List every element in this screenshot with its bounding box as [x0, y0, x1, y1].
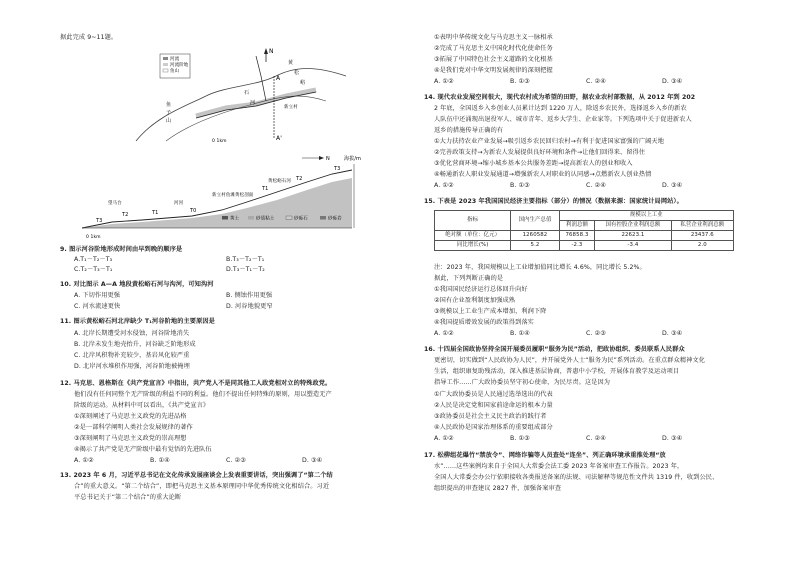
q12-answer-c[interactable]: C. ②③ — [226, 457, 246, 464]
svg-text:黄松峪石河: 黄松峪石河 — [268, 179, 291, 184]
question-15: 15. 下表是 2023 年我国国民经济主要指标（部分）的情况（数据来源：国家统计局网站）。 — [424, 198, 683, 205]
svg-text:松: 松 — [294, 70, 300, 76]
q11-option-a[interactable]: A. 北岸长期遭受河水侵蚀，河谷阶地消失 — [74, 330, 190, 337]
question-14-text: 返乡的措施传导正确的有 — [434, 127, 504, 134]
q16-answer-a[interactable]: A. ①② — [434, 435, 454, 442]
svg-text:望马台: 望马台 — [108, 201, 122, 206]
svg-text:新立村鱼滩黄松剖面: 新立村鱼滩黄松剖面 — [212, 193, 254, 198]
svg-text:T1: T1 — [152, 210, 159, 216]
svg-text:N: N — [326, 156, 330, 162]
question-12-text: 他们没有任何同整个无产阶级的利益不同的利益。他们不提出任何特殊的原则，用以塑造无产 — [74, 391, 332, 398]
table-cell: 5.2 — [511, 241, 559, 251]
q13-statement-1: ①表明中华传统文化与马克思主义一脉相承 — [434, 34, 553, 41]
svg-text:T0: T0 — [190, 208, 197, 214]
q11-option-d[interactable]: D. 北岸河水堆积作用强，河谷阶地被掩埋 — [74, 363, 190, 370]
economy-table — [434, 210, 734, 251]
terrace-profile — [72, 152, 372, 242]
q9-option-b[interactable]: B.T₃－T₂－T₁ — [226, 256, 265, 263]
profile-ylabel: 海拔/m — [344, 156, 361, 162]
question-12-text: 阶级的运动。从材料中可以看出，《共产党宣言》 — [74, 402, 210, 409]
q13-answer-a[interactable]: A. ①② — [434, 78, 454, 85]
svg-text:T3: T3 — [96, 218, 103, 224]
q15-answer-b[interactable]: B. ①④ — [510, 330, 530, 337]
q15-answer-c[interactable]: C. ②③ — [586, 330, 606, 337]
q9-option-a[interactable]: A.T₁－T₂－T₃ — [74, 256, 113, 263]
q12-statement-2: ②是一部科学阐明人类社会发展规律的著作 — [74, 424, 193, 431]
table-cell: 23437.6 — [671, 231, 733, 241]
q10-option-a[interactable]: A. 下切作用更强 — [74, 292, 121, 299]
q15-answer-d[interactable]: D. ③④ — [662, 330, 683, 337]
q14-answer-a[interactable]: A. ①② — [434, 182, 454, 189]
table-header-row — [435, 211, 734, 221]
q15-answer-a[interactable]: A. ①② — [434, 330, 454, 337]
q15-statement-3: ③规模以上工业生产成本增加，利润下降 — [434, 308, 547, 315]
question-13-text: 合”的重大意义。“第二个结合”，即把马克思主义基本原理同中华优秀传统文化相结合。习近 — [74, 483, 330, 490]
table-cell: 22623.1 — [595, 231, 671, 241]
profile-scale: 0 1km — [86, 235, 101, 240]
q11-option-c[interactable]: C. 北岸风积物补充较少，基岩风化较严重 — [74, 352, 190, 359]
table-cell: -2.3 — [559, 241, 595, 251]
svg-text:峪: 峪 — [300, 80, 306, 86]
q14-answer-b[interactable]: B. ①③ — [510, 182, 530, 189]
map-scale: 0 1km — [212, 139, 227, 144]
table-row — [435, 241, 734, 251]
q14-answer-c[interactable]: C. ②④ — [586, 182, 606, 189]
q14-statement-3: ③优化营商环境→缩小城乡基本公共服务差距→提高新农人的创业和收入 — [434, 160, 633, 167]
q13-answer-d[interactable]: D. ③④ — [662, 78, 683, 85]
question-14-text: 2 年底，全国返乡入乡创业人员累计达到 1220 万人，除返乡农民外，选择返乡入乡的新农 — [434, 105, 687, 112]
table-cell: 2.0 — [671, 241, 733, 251]
map-terrace-band — [196, 90, 316, 116]
north-arrow-icon — [264, 48, 274, 62]
table-cell: 76858.3 — [559, 231, 595, 241]
q16-statement-3: ③政协委员是社会主义民主政治的践行者 — [434, 413, 547, 420]
q12-statement-3: ③深刻阐明了马克思主义政党的崇高理想 — [74, 435, 187, 442]
table-header: 利润总额 — [559, 221, 595, 231]
q10-option-d[interactable]: D. 河谷地貌更窄 — [226, 303, 273, 310]
svg-text:砂砾石: 砂砾石 — [294, 216, 308, 222]
table-header: 指标 — [435, 211, 511, 231]
question-17-text: 全国人大常委会办公厅依职接收各类报送备案的法规、司法解释等规范性文件共 1319 件，收到公民、 — [434, 474, 719, 481]
q9-option-d[interactable]: D.T₃－T₁－T₂ — [226, 266, 265, 273]
q16-statement-4: ④人民政协是国家治理体系的重要组成部分 — [434, 424, 553, 431]
svg-text:T2: T2 — [296, 176, 303, 182]
q9-option-c[interactable]: C.T₂－T₃－T₁ — [74, 266, 113, 273]
question-17-text: 组织提出的审查建议 2827 件，加强备案审查 — [434, 485, 562, 492]
table-header: 私营企业利润总额 — [671, 221, 733, 231]
table-cell: 1260582 — [511, 231, 559, 241]
q15-statement-1: ①我国国民经济运行总体回升向好 — [434, 286, 528, 293]
svg-text:鱼: 鱼 — [166, 102, 172, 108]
question-16-text: 生活，组织康复助残活动，深入推进基层协商，普惠中小学校，开展体育教学及运动项目 — [434, 368, 680, 375]
table-header: 规模以上工业 — [559, 211, 733, 221]
question-16-text: 更密切，切实做到“人民政协为人民”，并开展党外人士“服务为民”系列活动。在重点群众精神文化 — [434, 357, 706, 364]
q12-answer-a[interactable]: A. ①② — [74, 457, 94, 464]
q13-statement-4: ④是我们党对中华文明发展规律的深刻把握 — [434, 67, 553, 74]
q16-answer-d[interactable]: D. ③④ — [662, 435, 683, 442]
q10-option-c[interactable]: C. 河水流速更快 — [74, 303, 121, 310]
q14-statement-4: ④畅通新农人职业发展通道→增强新农人对职业的认同感→点燃新农人创业热情 — [434, 171, 652, 178]
q16-answer-c[interactable]: C. ②④ — [586, 435, 606, 442]
q15-ask: 据此，下列判断正确的是 — [434, 275, 504, 282]
question-11: 11. 图示黄松峪石河北岸缺少 T₁河谷阶地的主要原因是 — [60, 318, 215, 325]
question-10: 10. 对比图示 A—A 地段黄松峪石河与沟河，可知沟河 — [60, 281, 214, 288]
svg-text:新立村: 新立村 — [284, 105, 298, 110]
question-14-text: 人队伍中还涌现出退役军人、城市青年、返乡大学生、企业家等。下列选项中关于促进新农人 — [434, 116, 692, 123]
table-cell: 绝对额（单位：亿元） — [435, 231, 511, 241]
map-north-label: N — [269, 48, 274, 55]
table-header: 国有控股企业利润总额 — [595, 221, 671, 231]
section-intro: 据此完成 9~11题。 — [60, 34, 118, 41]
q12-statement-4: ④揭示了共产党是无产阶级中最有觉悟的先进队伍 — [74, 446, 212, 453]
svg-text:子: 子 — [166, 110, 172, 116]
svg-text:河流阶地: 河流阶地 — [170, 63, 189, 68]
svg-text:T3: T3 — [334, 166, 341, 172]
q13-answer-b[interactable]: B. ①③ — [510, 78, 530, 85]
table-header: 国内生产总值 — [511, 211, 559, 231]
question-13: 13. 2023 年 6 月，习近平总书记在文化传承发展座谈会上发表重要讲话，突出强调了“第二个结 — [60, 472, 333, 479]
svg-text:砂砾岩: 砂砾岩 — [328, 216, 342, 222]
question-14: 14. 现代农业发展空间很大，现代农村成为希望的田野，据农业农村部数据，从 2012 年到 202 — [424, 94, 696, 101]
question-16: 16. 十四届全国政协坚持全国开展委员履职“服务为民”活动，把政协组织、委员联系人民群众 — [424, 346, 685, 353]
svg-text:石: 石 — [244, 90, 250, 96]
svg-text:黄: 黄 — [288, 60, 294, 66]
svg-text:河河: 河河 — [174, 201, 184, 206]
table-cell: 同比增长(%) — [435, 241, 511, 251]
q13-answer-c[interactable]: C. ②④ — [586, 78, 606, 85]
north-arrow-icon — [302, 156, 330, 162]
q12-answer-d[interactable]: D. ③④ — [302, 457, 323, 464]
q14-answer-d[interactable]: D. ③④ — [662, 182, 683, 189]
q10-option-b[interactable]: B. 侧蚀作用更强 — [226, 292, 273, 299]
q12-answer-b[interactable]: B. ①④ — [150, 457, 170, 464]
table-row — [435, 231, 734, 241]
q14-statement-2: ②完善政策支持→为新农人发展提供良好环境和条件→让他们回得来、留得住 — [434, 149, 646, 156]
question-13-text: 平总书记关于“第二个结合”的重大论断 — [74, 494, 182, 501]
question-17-text: 水”……这些案例均来自于全国人大常委会法工委 2023 年备案审查工作报告。2023 年， — [434, 463, 684, 470]
svg-text:砂质粘土: 砂质粘土 — [256, 216, 275, 222]
question-12: 12. 马克思、恩格斯在《共产党宣言》中指出，共产党人不是同其他工人政党相对立的特殊政党。 — [60, 380, 332, 387]
q13-statement-3: ③拓展了中国特色社会主义道路的文化根基 — [434, 56, 553, 63]
question-9: 9. 图示河谷阶地形成时间由早到晚的顺序是 — [60, 246, 183, 253]
profile-fill — [82, 178, 352, 228]
q12-statement-1: ①深刻阐述了马克思主义政党的先进品格 — [74, 413, 187, 420]
river-terrace-map — [126, 46, 356, 146]
svg-text:T1: T1 — [262, 186, 269, 192]
question-16-text: 指导工作……广大政协委员坚守初心使命，为民尽责。这是因为 — [434, 379, 611, 386]
q11-option-b[interactable]: B. 北岸未发生地壳抬升，河谷缺乏阶地形成 — [74, 341, 196, 348]
q14-statement-1: ①大力扶持农业产业发展→吸引返乡农民回归农村→有利于促进国家富强的广阔天地 — [434, 138, 664, 145]
question-17: 17. 松柳组花爆竹“禁放令”、网络诈骗等人员查处“连坐”、列正确环境承重推处理“放 — [424, 452, 666, 459]
svg-text:鱼山: 鱼山 — [170, 69, 180, 74]
q16-statement-2: ②人民是决定党和国家前途命运的根本力量 — [434, 402, 553, 409]
q15-statement-4: ④我国提质增效发展的政策得到落实 — [434, 319, 534, 326]
q13-statement-2: ②完成了马克思主义中国化时代化使命任务 — [434, 45, 553, 52]
svg-text:河: 河 — [250, 100, 256, 106]
q16-statement-1: ①广大政协委员是人民通过选举选出的代表 — [434, 391, 553, 398]
q15-note: 注：2023 年，我国规模以上工业增加值同比增长 4.6%，同比增长 5.2%。 — [434, 264, 646, 271]
svg-text:河流: 河流 — [170, 57, 180, 62]
svg-text:山: 山 — [166, 118, 172, 124]
svg-text:黄土: 黄土 — [230, 216, 240, 222]
table-cell: -3.4 — [595, 241, 671, 251]
svg-text:A: A — [276, 75, 281, 82]
q15-statement-2: ②国有企业盈利制度加强成熟 — [434, 297, 516, 304]
svg-text:T2: T2 — [122, 212, 129, 218]
q16-answer-b[interactable]: B. ①③ — [510, 435, 530, 442]
svg-text:A': A' — [276, 135, 282, 142]
